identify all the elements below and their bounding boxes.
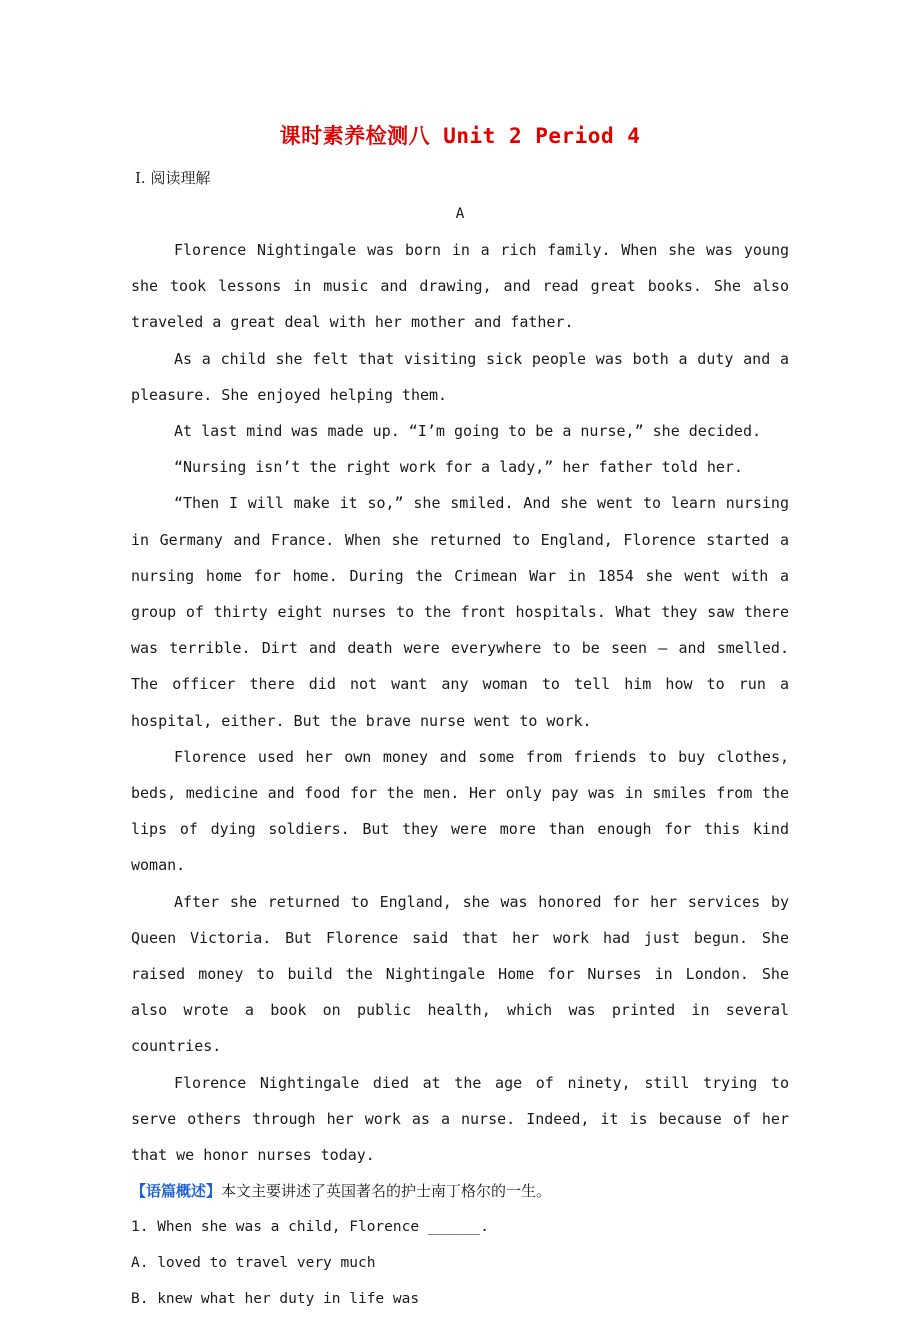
passage-paragraph: After she returned to England, she was honored for her services by Queen Victoria. But Florence said that her work had just begun. She raised money to build the Nightingale Home for Nurses in London. She also wrote a book on public health, which was printed in several countries. — [131, 892, 789, 1056]
passage-paragraph: As a child she felt that visiting sick people was both a duty and a pleasure. She enjoyed helping them. — [131, 349, 789, 404]
summary — [131, 1173, 789, 1209]
passage-paragraph: At last mind was made up. “I’m going to be a nurse,” she decided. — [174, 422, 761, 441]
page-title: 课时素养检测八 Unit 2 Period 4 — [279, 124, 641, 148]
passage-paragraph: Florence Nightingale was born in a rich family. When she was young she took lessons in music and drawing, and read great books. She also traveled a great deal with her mother and father. — [131, 241, 789, 332]
question-stem: 1. When she was a child, Florence ______. — [131, 1219, 489, 1236]
summary-tag: 【语篇概述】 — [131, 1182, 222, 1201]
question-option: B. knew what her duty in life was — [131, 1291, 420, 1308]
passage-paragraph: “Nursing isn’t the right work for a lady,” her father told her. — [174, 458, 743, 477]
passage-paragraph: Florence used her own money and some from friends to buy clothes, beds, medicine and food for the men. Her only pay was in smiles from the lips of dying soldiers. But they were more than enough for this kind woman. — [131, 747, 789, 875]
passage-paragraph: “Then I will make it so,” she smiled. And she went to learn nursing in Germany and France. When she returned to England, Florence started a nursing home for home. During the Crimean War in 1854 she went with a group of thirty eight nurses to the front hospitals. What they saw there was terrible. Dirt and death were everywhere to be seen — and smelled. The officer there did not want any woman to tell him how to run a hospital, either. But the brave nurse went to work. — [131, 494, 789, 730]
passage-label: A — [455, 206, 465, 222]
section-heading: Ⅰ. 阅读理解 — [135, 169, 211, 187]
document-body — [131, 160, 789, 1317]
question-option: A. loved to travel very much — [131, 1255, 376, 1272]
passage-paragraph: Florence Nightingale died at the age of ninety, still trying to serve others through her work as a nurse. Indeed, it is because of her that we honor nurses today. — [131, 1073, 789, 1165]
summary-text: 本文主要讲述了英国著名的护士南丁格尔的一生。 — [221, 1182, 552, 1201]
